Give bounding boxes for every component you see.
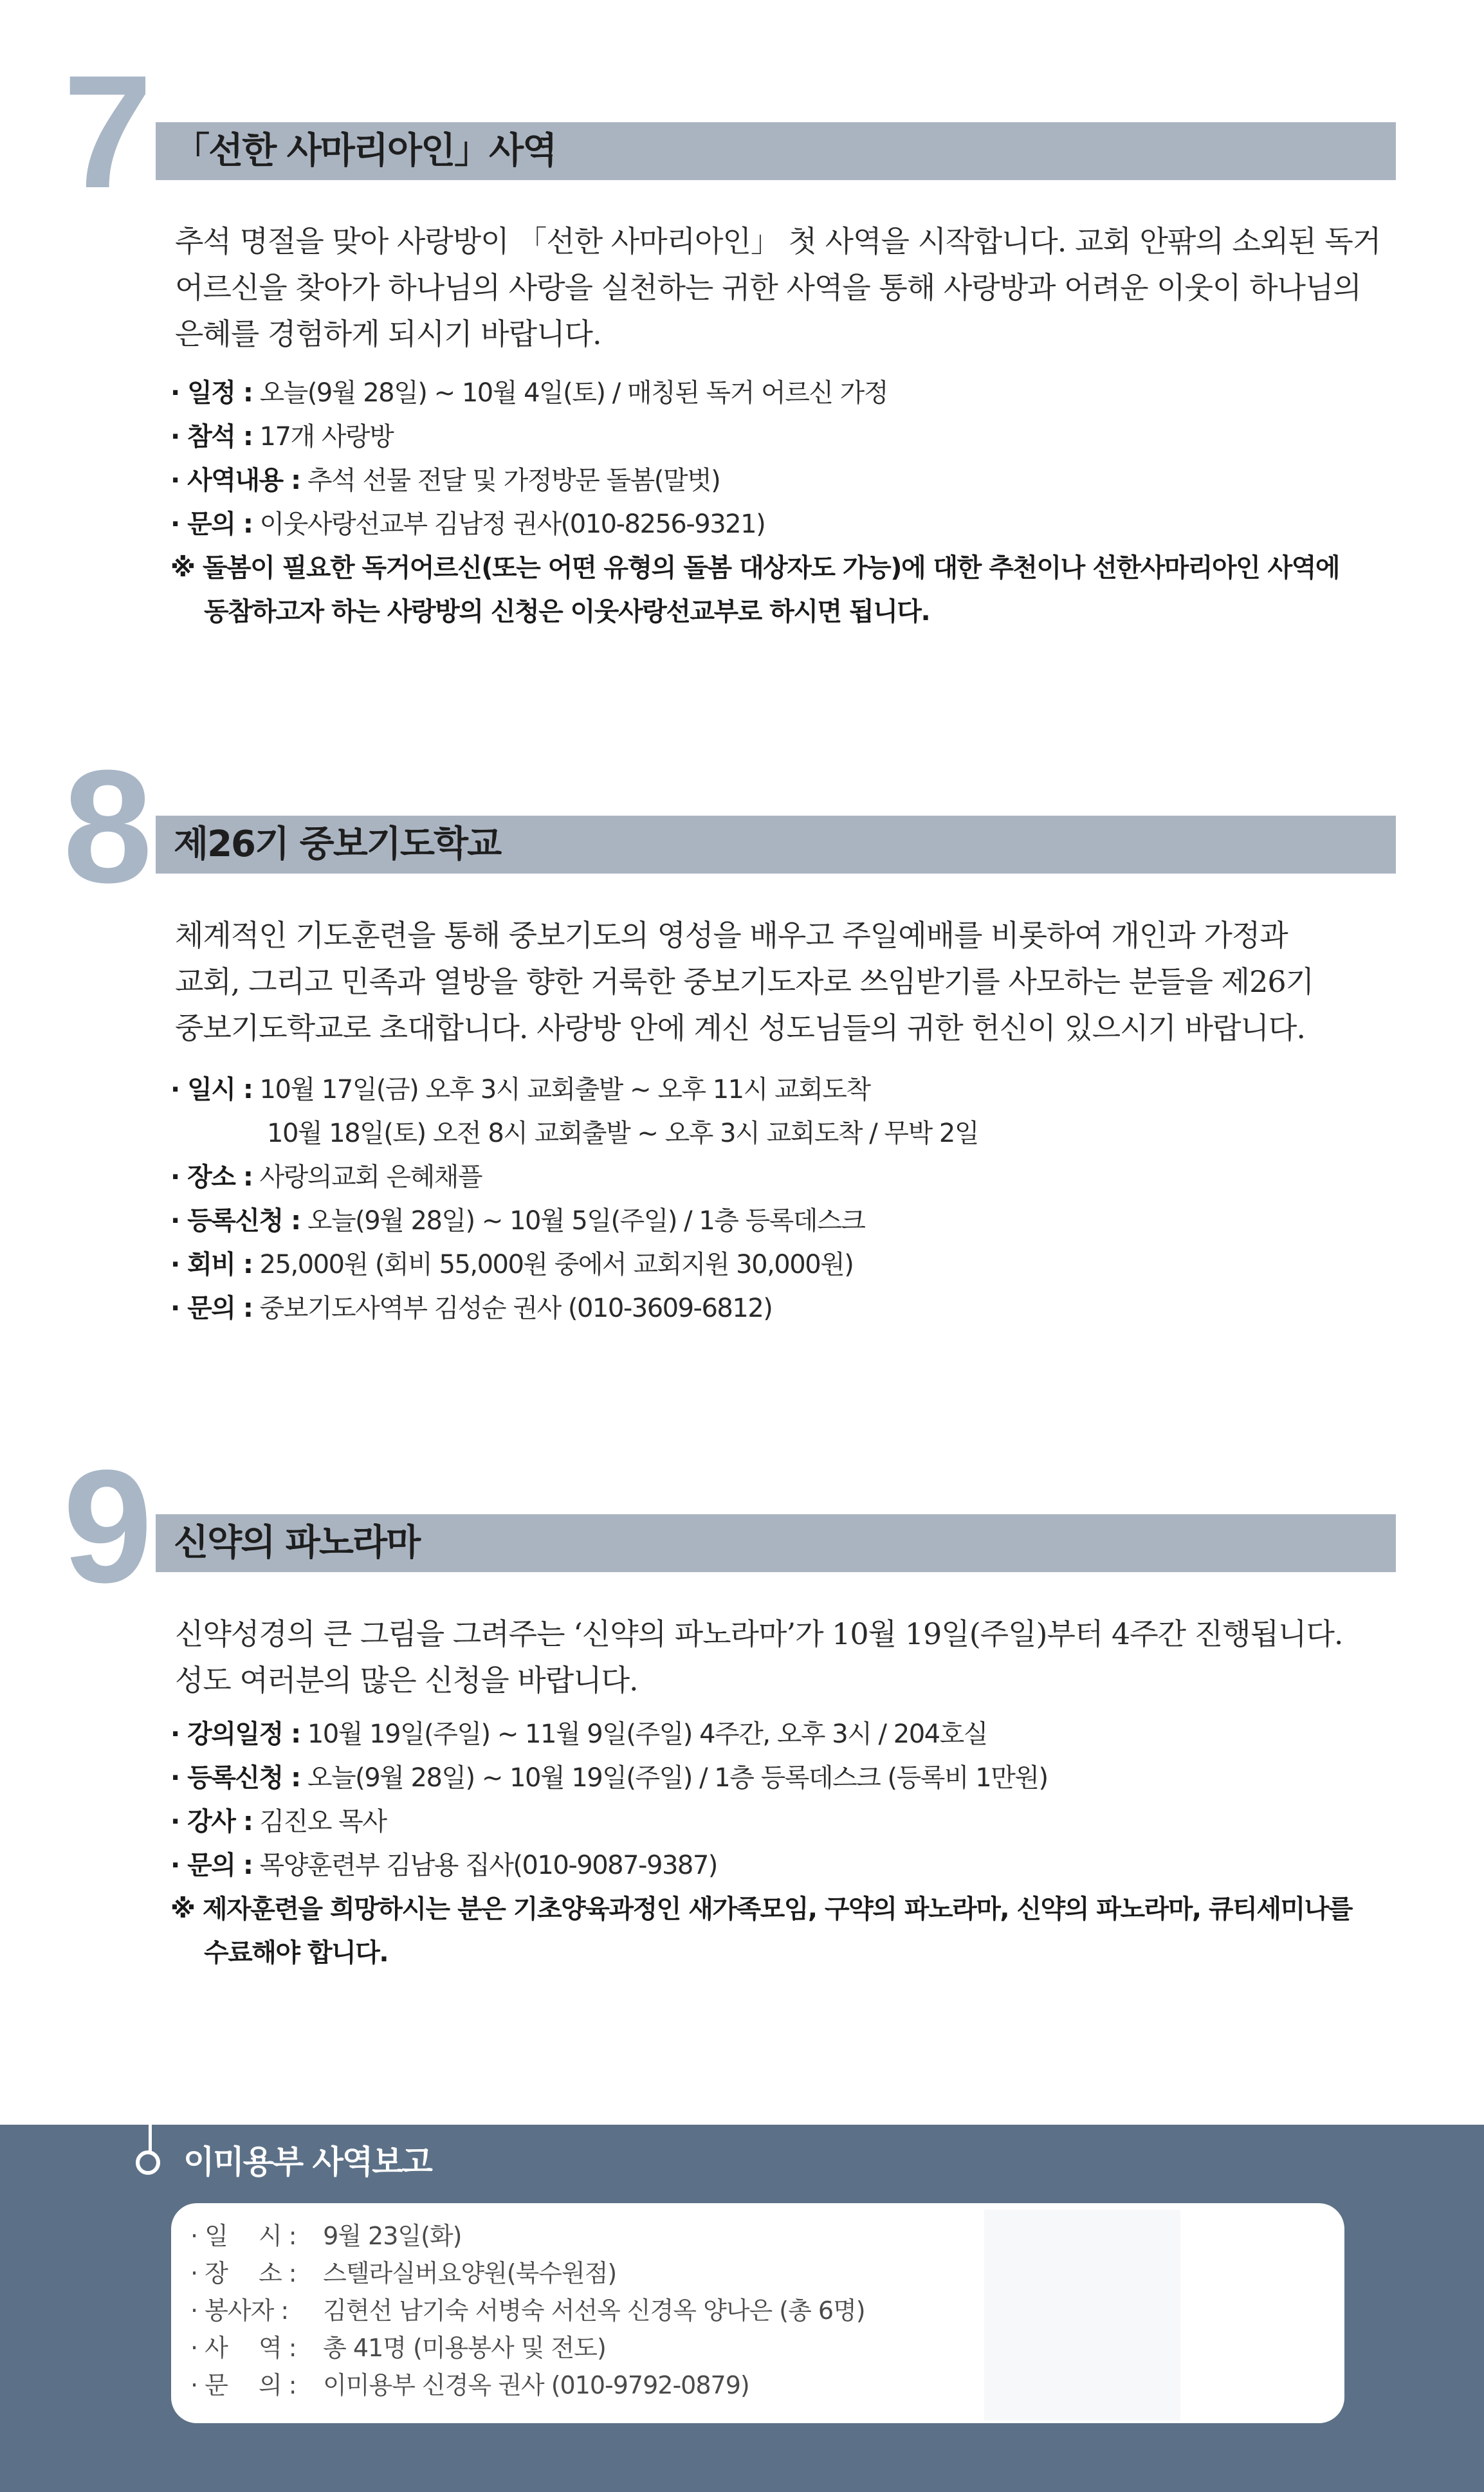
section-intro xyxy=(175,218,1397,357)
section-number: 9 xyxy=(63,1436,151,1616)
detail-list xyxy=(170,1068,1399,1330)
intro-line: 교회, 그리고 민족과 열방을 향한 거룩한 중보기도자로 쓰임받기를 사모하는 분들을 제26기 xyxy=(175,964,1314,999)
report-item: · 봉사자 : 김현선 남기숙 서병숙 서선옥 신경옥 양나은 (총 6명) xyxy=(190,2296,865,2325)
note-line: ※ 돌봄이 필요한 독거어르신(또는 어떤 유형의 돌봄 대상자도 가능)에 대한 추천이나 선한사마리아인 사역에 xyxy=(170,553,1340,583)
section-intro xyxy=(175,912,1397,1051)
report-item: · 장 소 : 스텔라실버요양원(북수원점) xyxy=(190,2259,617,2287)
report-item: · 일 시 : 9월 23일(화) xyxy=(190,2222,462,2250)
intro-line: 체계적인 기도훈련을 통해 중보기도의 영성을 배우고 주일예배를 비롯하여 개인과 가정과 xyxy=(175,918,1288,953)
report-item: · 사 역 : 총 41명 (미용봉사 및 전도) xyxy=(190,2334,606,2362)
detail-list xyxy=(170,1712,1399,1975)
note-line: ※ 제자훈련을 희망하시는 분은 기초양육과정인 새가족모임, 구약의 파노라마, 신약의 파노라마, 큐티세미나를 xyxy=(170,1894,1352,1924)
intro-line: 중보기도학교로 초대합니다. 사랑방 안에 계신 성도님들의 귀한 헌신이 있으시기 바랍니다. xyxy=(175,1011,1305,1045)
ministry-report-panel xyxy=(0,2125,1484,2492)
section-number: 7 xyxy=(63,42,151,221)
note-line: 수료해야 합니다. xyxy=(204,1938,389,1968)
section-title: 제26기 중보기도학교 xyxy=(174,823,501,865)
detail-item: · 문의 : 중보기도사역부 김성순 권사 (010-3609-6812) xyxy=(170,1294,773,1323)
detail-item: · 강사 : 김진오 목사 xyxy=(170,1807,387,1837)
timeline-line xyxy=(149,2125,152,2152)
detail-item: 10월 18일(토) 오전 8시 교회출발 ~ 오후 3시 교회도착 / 무박 2일 xyxy=(267,1119,979,1148)
note-line: 동참하고자 하는 사랑방의 신청은 이웃사랑선교부로 하시면 됩니다. xyxy=(204,597,930,627)
detail-item: · 문의 : 이웃사랑선교부 김남정 권사(010-8256-9321) xyxy=(170,509,765,539)
timeline-circle-icon xyxy=(136,2150,160,2175)
detail-item: · 등록신청 : 오늘(9월 28일) ~ 10월 19일(주일) / 1층 등록데스크 (등록비 1만원) xyxy=(170,1763,1048,1793)
section-title: 신약의 파노라마 xyxy=(174,1522,420,1564)
intro-line: 은혜를 경험하게 되시기 바랍니다. xyxy=(175,316,601,351)
section-title: 「선한 사마리아인」사역 xyxy=(174,130,556,172)
report-list xyxy=(190,2217,865,2404)
intro-line: 어르신을 찾아가 하나님의 사랑을 실천하는 귀한 사역을 통해 사랑방과 어려운 이웃이 하나님의 xyxy=(175,270,1361,305)
report-card xyxy=(171,2203,1344,2423)
section-number: 8 xyxy=(63,737,151,916)
report-title: 이미용부 사역보고 xyxy=(183,2143,432,2181)
detail-item: · 등록신청 : 오늘(9월 28일) ~ 10월 5일(주일) / 1층 등록데스크 xyxy=(170,1206,865,1236)
detail-item: · 회비 : 25,000원 (회비 55,000원 중에서 교회지원 30,000원) xyxy=(170,1250,854,1279)
detail-item: · 사역내용 : 추석 선물 전달 및 가정방문 돌봄(말벗) xyxy=(170,466,720,495)
detail-item: · 강의일정 : 10월 19일(주일) ~ 11월 9일(주일) 4주간, 오후 3시 / 204호실 xyxy=(170,1719,987,1749)
section-intro xyxy=(175,1611,1397,1703)
intro-line: 성도 여러분의 많은 신청을 바랍니다. xyxy=(175,1663,638,1698)
detail-item: · 문의 : 목양훈련부 김남용 집사(010-9087-9387) xyxy=(170,1851,717,1880)
detail-list xyxy=(170,371,1399,634)
detail-item: · 참석 : 17개 사랑방 xyxy=(170,422,394,452)
detail-item: · 장소 : 사랑의교회 은혜채플 xyxy=(170,1162,482,1192)
intro-line: 추석 명절을 맞아 사랑방이 「선한 사마리아인」 첫 사역을 시작합니다. 교회 안팎의 소외된 독거 xyxy=(175,224,1381,259)
report-photo xyxy=(984,2210,1180,2421)
detail-item: · 일정 : 오늘(9월 28일) ~ 10월 4일(토) / 매칭된 독거 어르신 가정 xyxy=(170,378,888,408)
report-item: · 문 의 : 이미용부 신경옥 권사 (010-9792-0879) xyxy=(190,2371,749,2399)
detail-item: · 일시 : 10월 17일(금) 오후 3시 교회출발 ~ 오후 11시 교회도착 xyxy=(170,1075,870,1104)
intro-line: 신약성경의 큰 그림을 그려주는 ‘신약의 파노라마’가 10월 19일(주일)부터 4주간 진행됩니다. xyxy=(175,1617,1343,1651)
